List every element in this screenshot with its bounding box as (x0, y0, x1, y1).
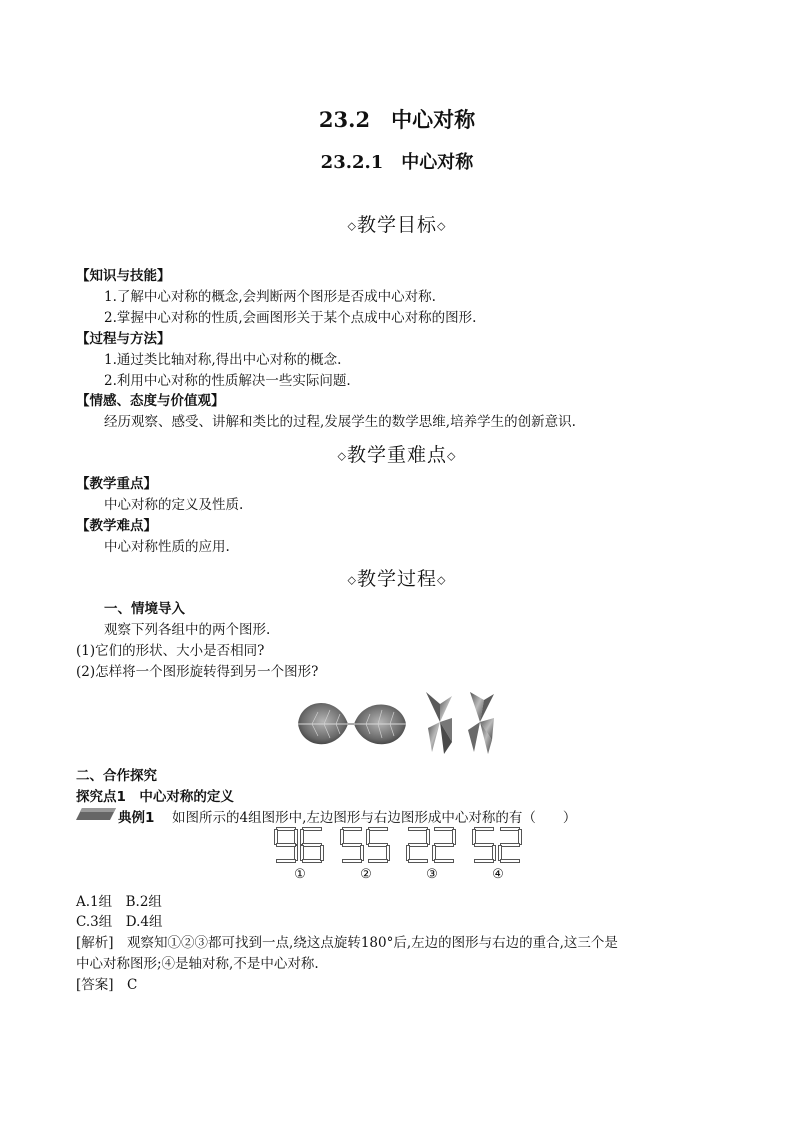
process-method-item-1: 1.通过类比轴对称,得出中心对称的概念. (104, 352, 342, 368)
focus-text: 中心对称的定义及性质. (104, 497, 244, 513)
digit-group-3 (408, 829, 454, 861)
diamond-icon: ◇ (447, 449, 457, 463)
lesson-title: 23.2 中心对称 (318, 107, 476, 132)
diamond-icon: ◇ (347, 573, 357, 587)
section-process: ◇教学过程◇ (347, 568, 447, 590)
leaf-right (354, 704, 406, 744)
digit-group-4 (474, 829, 520, 861)
circle-label-1: ① (294, 867, 306, 882)
knowledge-item-2: 2.掌握中心对称的性质,会画图形关于某个点成中心对称的图形. (104, 310, 477, 326)
section-goals: ◇教学目标◇ (347, 214, 447, 236)
lesson-subtitle: 23.2.1 中心对称 (320, 152, 474, 173)
circle-label-2: ② (360, 867, 372, 882)
diamond-icon: ◇ (337, 449, 347, 463)
explore-point-1: 探究点1 中心对称的定义 (76, 789, 234, 805)
pinwheel-pair-figure (422, 690, 502, 756)
knowledge-heading: 【知识与技能】 (76, 268, 171, 284)
leaf-pair-figure (292, 690, 412, 760)
diamond-icon: ◇ (437, 219, 447, 233)
diamond-icon: ◇ (437, 573, 447, 587)
leaf-left (298, 703, 348, 744)
example-label: 典例1 (118, 810, 155, 826)
example-tag-icon (76, 808, 116, 820)
analysis-line-1: [解析] 观察知①②③都可找到一点,绕这点旋转180°后,左边的图形与右边的重合,这三个是 (76, 935, 618, 951)
digit-groups-figure (272, 826, 532, 866)
answer-value: C (127, 977, 138, 993)
analysis-line-2: 中心对称图形;④是轴对称,不是中心对称. (76, 956, 319, 972)
knowledge-item-1: 1.了解中心对称的概念,会判断两个图形是否成中心对称. (104, 289, 436, 305)
analysis-label: [解析] (76, 935, 114, 951)
answer-line (76, 973, 137, 993)
attitude-item-1: 经历观察、感受、讲解和类比的过程,发展学生的数学思维,培养学生的创新意识. (104, 414, 576, 430)
difficulty-text: 中心对称性质的应用. (104, 539, 230, 555)
process-method-heading: 【过程与方法】 (76, 331, 171, 347)
options-row-2: C.3组 D.4组 (76, 914, 163, 930)
focus-heading: 【教学重点】 (76, 476, 157, 492)
attitude-heading: 【情感、态度与价值观】 (76, 393, 225, 409)
circle-label-4: ④ (492, 867, 504, 882)
intro-text: 观察下列各组中的两个图形. (104, 622, 271, 638)
circle-label-3: ③ (426, 867, 438, 882)
question-2: (2)怎样将一个图形旋转得到另一个图形? (76, 664, 319, 680)
process-method-item-2: 2.利用中心对称的性质解决一些实际问题. (104, 373, 351, 389)
difficulty-heading: 【教学难点】 (76, 518, 157, 534)
coop-heading: 二、合作探究 (76, 768, 157, 784)
pinwheel-left (426, 692, 452, 754)
diamond-icon: ◇ (347, 219, 357, 233)
question-1: (1)它们的形状、大小是否相同? (76, 643, 265, 659)
section-keypoints: ◇教学重难点◇ (337, 444, 457, 466)
options-row-1: A.1组 B.2组 (76, 894, 162, 910)
pinwheel-right (468, 692, 494, 754)
answer-label: [答案] (76, 977, 114, 993)
intro-heading: 一、情境导入 (104, 601, 185, 617)
digit-group-1 (276, 829, 322, 861)
digit-group-2 (342, 829, 388, 861)
example-question: 如图所示的4组图形中,左边图形与右边图形成中心对称的有（ ） (172, 810, 577, 826)
